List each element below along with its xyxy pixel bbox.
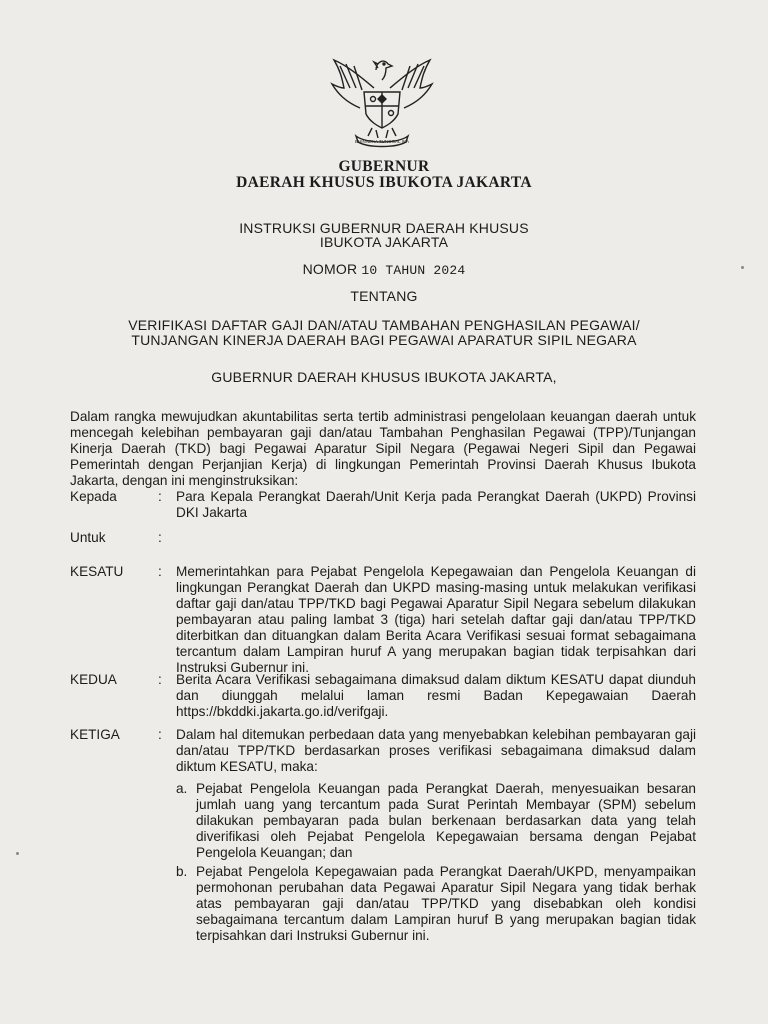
- ketiga-colon: :: [158, 727, 162, 742]
- kedua-text: Berita Acara Verifikasi sebagaimana dimaksud dalam diktum KESATU dapat diunduh dan diunggah melalui laman resmi Badan Kepegawaian Daerah https://bkddki.jakarta.go.id/verifgaji.: [176, 672, 696, 719]
- scan-speck: [741, 266, 744, 269]
- issuer-line: GUBERNUR DAERAH KHUSUS IBUKOTA JAKARTA,: [211, 369, 557, 385]
- untuk-label: Untuk: [70, 530, 106, 545]
- kepada-colon: :: [158, 489, 162, 504]
- kesatu-colon: :: [158, 564, 162, 579]
- instruction-title-line2: IBUKOTA JAKARTA: [319, 234, 449, 250]
- header-title-region: DAERAH KHUSUS IBUKOTA JAKARTA: [236, 174, 532, 191]
- kesatu-label: KESATU: [70, 564, 124, 579]
- ketiga-item-b-text: Pejabat Pengelola Kepegawaian pada Perangkat Daerah/UKPD, menyampaikan permohonan perubahan data Pegawai Aparatur Sipil Negara yang tidak berhak atas pembayaran gaji dan/atau TPP/TKD yang disebabkan oleh kondisi sebagaimana tercantum dalam Lampiran huruf B yang merupakan bagian tidak terpisahkan dari Instruksi Gubernur ini.: [196, 864, 696, 943]
- svg-text:BHINNEKA TUNGGAL IKA: BHINNEKA TUNGGAL IKA: [354, 139, 410, 144]
- subject-line2: TUNJANGAN KINERJA DAERAH BAGI PEGAWAI APARATUR SIPIL NEGARA: [131, 332, 637, 348]
- instruction-title-line1: INSTRUKSI GUBERNUR DAERAH KHUSUS: [239, 220, 529, 236]
- garuda-emblem-icon: [326, 48, 438, 152]
- instruction-number: [0, 261, 768, 278]
- preamble-paragraph: Dalam rangka mewujudkan akuntabilitas serta tertib administrasi pengelolaan keuangan daerah untuk mencegah kelebihan pembayaran gaji dan/atau Tambahan Penghasilan Pegawai (TPP)/Tunjangan Kinerja Daerah (TKD) bagi Pegawai Aparatur Sipil Negara (Pegawai Negeri Sipil dan Pegawai Pemerintah dengan Perjanjian Kerja) di lingkungan Pemerintah Provinsi Daerah Khusus Ibukota Jakarta, dengan ini menginstruksikan:: [70, 409, 696, 488]
- number-value: 10 TAHUN 2024: [361, 263, 466, 278]
- ketiga-text: Dalam hal ditemukan perbedaan data yang menyebabkan kelebihan pembayaran gaji dan/atau TPP/TKD berdasarkan proses verifikasi sebagaimana dimaksud dalam diktum KESATU, maka:: [176, 727, 696, 774]
- ketiga-item-a-letter: a.: [176, 781, 188, 796]
- about-label: TENTANG: [350, 288, 418, 304]
- scan-speck: [16, 852, 19, 855]
- subject-line1: VERIFIKASI DAFTAR GAJI DAN/ATAU TAMBAHAN PENGHASILAN PEGAWAI/: [128, 317, 640, 333]
- ketiga-label: KETIGA: [70, 727, 120, 742]
- kedua-label: KEDUA: [70, 672, 117, 687]
- number-prefix: NOMOR: [302, 261, 358, 277]
- ketiga-item-a-text: Pejabat Pengelola Keuangan pada Perangkat Daerah, menyesuaikan besaran jumlah uang yang tercantum pada Surat Perintah Membayar (SPM) sebelum dilakukan pembayaran pada bulan berkenaan berdasarkan data yang telah diverifikasi oleh Pejabat Pengelola Kepegawaian bersama dengan Pejabat Pengelola Keuangan; dan: [196, 781, 696, 860]
- ketiga-item-b-letter: b.: [176, 864, 188, 879]
- kesatu-text: Memerintahkan para Pejabat Pengelola Kepegawaian dan Pengelola Keuangan di lingkungan Perangkat Daerah dan UKPD masing-masing untuk melakukan verifikasi daftar gaji dan/atau TPP/TKD bagi Pegawai Aparatur Sipil Negara sebelum dilakukan pembayaran atau paling lambat 3 (tiga) hari setelah daftar gaji dan/atau TPP/TKD diterbitkan dan dituangkan dalam Berita Acara Verifikasi sesuai format sebagaimana tercantum dalam Lampiran huruf A yang merupakan bagian tidak terpisahkan dari Instruksi Gubernur ini.: [176, 564, 696, 675]
- header-title-gubernur: GUBERNUR: [338, 158, 430, 175]
- kepada-text: Para Kepala Perangkat Daerah/Unit Kerja pada Perangkat Daerah (UKPD) Provinsi DKI Jakarta: [176, 489, 696, 520]
- kepada-label: Kepada: [70, 489, 117, 504]
- kedua-colon: :: [158, 672, 162, 687]
- untuk-colon: :: [158, 530, 162, 545]
